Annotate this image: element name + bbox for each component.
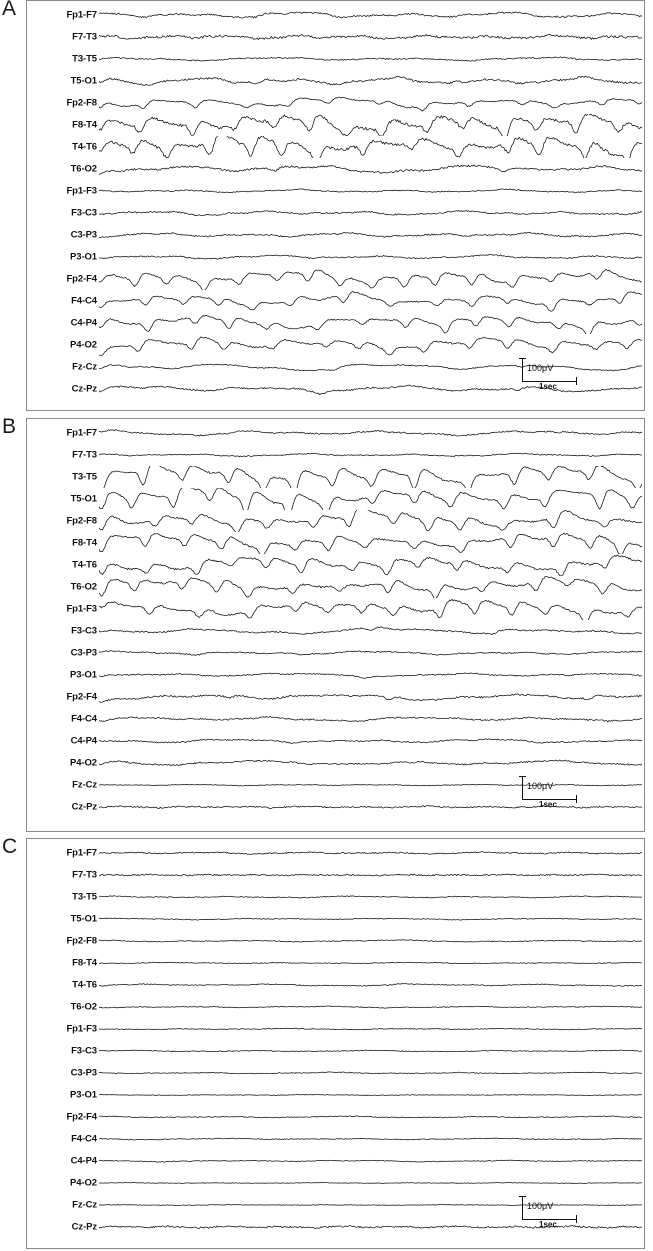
channel-label: Fp2-F4 [66,273,97,285]
eeg-channel-row [27,664,644,686]
channel-label: C4-P4 [70,317,97,329]
eeg-channel-row [27,842,644,864]
eeg-channel-row [27,4,644,26]
scale-bar-right-cap [576,795,577,803]
eeg-channel-row [27,510,644,532]
channel-label: Fp2-F8 [66,935,97,947]
eeg-channel-row [27,620,644,642]
scale-bar-time-label: 1sec [539,382,557,391]
channel-label: T5-O1 [70,913,97,925]
eeg-channel-row [27,952,644,974]
scale-bar-top-cap [519,1196,526,1197]
eeg-waveform-trace [99,202,642,224]
eeg-channel-row [27,554,644,576]
channel-label: C3-P3 [70,229,97,241]
eeg-channel-row [27,444,644,466]
eeg-waveform-trace [99,886,642,908]
panel-letter-c: C [2,835,18,858]
eeg-waveform-trace [99,1106,642,1128]
eeg-channel-row [27,1128,644,1150]
channel-label: Fz-Cz [72,1199,97,1211]
eeg-channel-row [27,642,644,664]
eeg-waveform-trace [99,686,642,708]
eeg-channel-row [27,1018,644,1040]
channel-label: F3-C3 [71,1045,97,1057]
channel-label: F8-T4 [72,119,97,131]
eeg-waveform-trace [99,752,642,774]
eeg-waveform-trace [99,136,642,158]
eeg-channel-row [27,48,644,70]
channel-label: Cz-Pz [71,801,97,813]
eeg-waveform-trace [99,488,642,510]
eeg-waveform-trace [99,290,642,312]
eeg-channel-row [27,114,644,136]
eeg-waveform-trace [99,92,642,114]
eeg-waveform-trace [99,26,642,48]
panel-letter-b: B [2,415,17,438]
eeg-waveform-trace [99,510,642,532]
eeg-panel-b [0,415,653,832]
channel-label: P3-O1 [70,1089,97,1101]
eeg-waveform-trace [99,334,642,356]
channel-label: Fp1-F3 [66,603,97,615]
scale-bar-time-label: 1sec [539,1220,557,1229]
channel-label: T4-T6 [72,979,97,991]
scale-bar-right-cap [576,377,577,385]
scale-bar [522,1196,632,1230]
panel-frame [26,838,645,1249]
channel-label: Fp1-F7 [66,427,97,439]
eeg-waveform-trace [99,1018,642,1040]
eeg-channel-row [27,312,644,334]
eeg-waveform-trace [99,1128,642,1150]
channel-label: C4-P4 [70,735,97,747]
channel-label: Fp2-F4 [66,1111,97,1123]
eeg-waveform-trace [99,930,642,952]
eeg-waveform-trace [99,842,642,864]
eeg-channel-row [27,1084,644,1106]
channel-label: T6-O2 [70,163,97,175]
eeg-waveform-trace [99,620,642,642]
eeg-channel-row [27,1040,644,1062]
channel-label: Fp2-F4 [66,691,97,703]
eeg-channel-row [27,1106,644,1128]
eeg-channel-row [27,136,644,158]
eeg-channel-row [27,224,644,246]
channel-label: F7-T3 [72,869,97,881]
eeg-waveform-trace [99,730,642,752]
eeg-waveform-trace [99,598,642,620]
eeg-panel-a [0,0,653,411]
channel-label: F4-C4 [71,713,97,725]
eeg-waveform-trace [99,952,642,974]
eeg-channel-row [27,730,644,752]
eeg-waveform-trace [99,908,642,930]
channel-label: T3-T5 [72,891,97,903]
channel-label: P3-O1 [70,251,97,263]
scale-bar-amplitude-label: 100μV [527,1201,554,1211]
eeg-channel-row [27,930,644,952]
eeg-waveform-trace [99,1062,642,1084]
scale-bar-top-cap [519,776,526,777]
eeg-channel-row [27,864,644,886]
eeg-waveform-trace [99,664,642,686]
channel-label: F8-T4 [72,957,97,969]
channel-label: F7-T3 [72,449,97,461]
channel-label: Cz-Pz [71,1221,97,1233]
scale-bar-vertical-line [522,776,523,799]
eeg-channel-row [27,334,644,356]
channel-label: P4-O2 [70,757,97,769]
eeg-channel-row [27,886,644,908]
eeg-channel-row [27,598,644,620]
channel-label: T5-O1 [70,493,97,505]
channel-label: F7-T3 [72,31,97,43]
channel-label: Fp1-F7 [66,847,97,859]
eeg-channel-row [27,708,644,730]
eeg-waveform-trace [99,1040,642,1062]
eeg-channel-row [27,686,644,708]
channel-label: Cz-Pz [71,383,97,395]
eeg-channel-row [27,908,644,930]
eeg-channel-list [27,419,644,831]
scale-bar [522,358,632,392]
scale-bar-top-cap [519,358,526,359]
channel-label: T6-O2 [70,1001,97,1013]
eeg-channel-row [27,180,644,202]
channel-label: C4-P4 [70,1155,97,1167]
eeg-channel-row [27,1172,644,1194]
eeg-waveform-trace [99,48,642,70]
channel-label: Fp2-F8 [66,97,97,109]
channel-label: T3-T5 [72,471,97,483]
channel-label: T6-O2 [70,581,97,593]
channel-label: F3-C3 [71,207,97,219]
eeg-channel-row [27,488,644,510]
eeg-channel-row [27,532,644,554]
eeg-waveform-trace [99,974,642,996]
channel-label: Fz-Cz [72,361,97,373]
scale-bar-vertical-line [522,1196,523,1219]
eeg-waveform-trace [99,576,642,598]
eeg-channel-row [27,1062,644,1084]
eeg-channel-row [27,70,644,92]
eeg-waveform-trace [99,70,642,92]
eeg-waveform-trace [99,1172,642,1194]
channel-label: Fz-Cz [72,779,97,791]
eeg-channel-row [27,996,644,1018]
channel-label: C3-P3 [70,647,97,659]
eeg-waveform-trace [99,532,642,554]
eeg-waveform-trace [99,1084,642,1106]
channel-label: P4-O2 [70,339,97,351]
eeg-channel-row [27,290,644,312]
eeg-waveform-trace [99,466,642,488]
scale-bar-amplitude-label: 100μV [527,781,554,791]
eeg-waveform-trace [99,1150,642,1172]
eeg-waveform-trace [99,4,642,26]
eeg-waveform-trace [99,554,642,576]
eeg-channel-row [27,974,644,996]
eeg-channel-row [27,466,644,488]
eeg-waveform-trace [99,158,642,180]
channel-label: F8-T4 [72,537,97,549]
eeg-waveform-trace [99,642,642,664]
channel-label: F4-C4 [71,295,97,307]
channel-label: Fp2-F8 [66,515,97,527]
channel-label: Fp1-F7 [66,9,97,21]
channel-label: Fp1-F3 [66,185,97,197]
eeg-waveform-trace [99,444,642,466]
panel-frame [26,0,645,411]
scale-bar [522,776,632,810]
scale-bar-time-label: 1sec [539,800,557,809]
scale-bar-vertical-line [522,358,523,381]
panel-frame [26,418,645,832]
eeg-channel-row [27,752,644,774]
eeg-channel-row [27,92,644,114]
eeg-waveform-trace [99,246,642,268]
panel-letter-a: A [2,0,17,20]
eeg-waveform-trace [99,224,642,246]
eeg-channel-list [27,1,644,410]
eeg-waveform-trace [99,114,642,136]
channel-label: F4-C4 [71,1133,97,1145]
channel-label: T4-T6 [72,559,97,571]
eeg-waveform-trace [99,268,642,290]
channel-label: P4-O2 [70,1177,97,1189]
eeg-channel-row [27,202,644,224]
channel-label: F3-C3 [71,625,97,637]
eeg-waveform-trace [99,708,642,730]
eeg-channel-row [27,26,644,48]
eeg-waveform-trace [99,864,642,886]
eeg-channel-row [27,246,644,268]
channel-label: T5-O1 [70,75,97,87]
eeg-channel-row [27,268,644,290]
scale-bar-amplitude-label: 100μV [527,363,554,373]
channel-label: T4-T6 [72,141,97,153]
eeg-waveform-trace [99,996,642,1018]
eeg-waveform-trace [99,180,642,202]
eeg-channel-row [27,422,644,444]
channel-label: Fp1-F3 [66,1023,97,1035]
eeg-panel-c [0,835,653,1249]
eeg-waveform-trace [99,312,642,334]
eeg-channel-row [27,1150,644,1172]
scale-bar-right-cap [576,1215,577,1223]
channel-label: T3-T5 [72,53,97,65]
eeg-waveform-trace [99,422,642,444]
eeg-channel-row [27,158,644,180]
eeg-channel-row [27,576,644,598]
channel-label: P3-O1 [70,669,97,681]
channel-label: C3-P3 [70,1067,97,1079]
eeg-channel-list [27,839,644,1248]
